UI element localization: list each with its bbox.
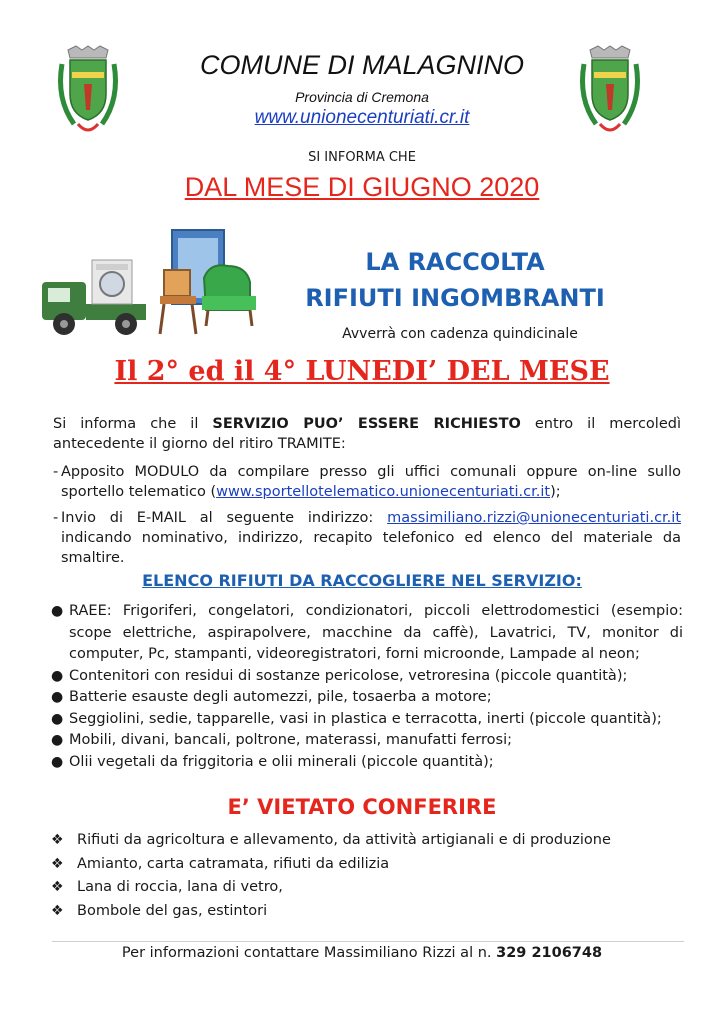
request-method-text [61, 462, 681, 502]
list-item-text: Mobili, divani, bancali, poltrone, materassi, manufatti ferrosi; [69, 732, 512, 748]
dash-bullet: - [53, 464, 59, 480]
list-item [51, 709, 683, 731]
list-item-text: Seggiolini, sedie, tapparelle, vasi in plastica e terracotta, inerti (piccole quantità); [69, 710, 662, 727]
sportello-link[interactable]: www.sportellotelematico.unionecenturiati.cr.it [216, 484, 551, 500]
list-item [51, 900, 691, 924]
list-item-text: Rifiuti da agricoltura e allevamento, da attività artigianali e di produzione [77, 832, 611, 848]
list-item-text: Lana di roccia, lana di vetro, [77, 879, 283, 895]
footer-divider [52, 941, 684, 942]
list-item [51, 730, 683, 752]
list-item-text: Contenitori con residui di sostanze pericolose, vetroresina (piccole quantità); [69, 667, 628, 684]
email-link[interactable]: massimiliano.rizzi@unionecenturiati.cr.it [387, 510, 681, 526]
provincia-subtitle: Provincia di Cremona [295, 89, 429, 105]
dash-bullet: - [53, 510, 59, 526]
footer-text: Per informazioni contattare Massimiliano Rizzi al n. [121, 945, 497, 961]
accepted-waste-list [51, 601, 683, 773]
list-item [51, 752, 683, 774]
diamond-bullet-icon: ❖ [51, 832, 64, 848]
intro-paragraph [53, 414, 681, 454]
website-link[interactable]: www.unionecenturiati.cr.it [254, 107, 470, 128]
headline-line1: LA RACCOLTA [365, 248, 545, 276]
comune-title: COMUNE DI MALAGNINO [199, 50, 525, 80]
bullet-icon: ● [51, 732, 64, 748]
intro-text-before: Si informa che il [53, 416, 213, 432]
headline-line2: RIFIUTI INGOMBRANTI [305, 284, 605, 312]
bullet-icon: ● [51, 667, 64, 684]
bullet-icon: ● [51, 689, 64, 705]
list-item-text: Amianto, carta catramata, rifiuti da edilizia [77, 855, 390, 872]
si-informa-text: SI INFORMA CHE [308, 150, 416, 165]
list-item [51, 666, 683, 688]
phone-number: 329 2106748 [496, 945, 603, 961]
list-item-text: Bombole del gas, estintori [77, 902, 268, 919]
list-item [51, 601, 683, 666]
list-item-text: Olii vegetali da friggitoria e olii minerali (piccole quantità); [69, 753, 494, 770]
request-method-text [61, 508, 681, 568]
email-text-end: indicando nominativo, indirizzo, recapito telefonico ed elenco del materiale da smaltire. [61, 530, 681, 566]
bullet-icon: ● [51, 753, 64, 770]
module-text-end: ); [550, 484, 561, 500]
forbidden-waste-list [51, 829, 691, 923]
email-text: Invio di E-MAIL al seguente indirizzo: [61, 510, 388, 526]
bullet-icon: ● [51, 603, 64, 619]
accepted-waste-heading: ELENCO RIFIUTI DA RACCOGLIERE NEL SERVIZIO: [142, 571, 582, 590]
intro-text-after: entro il mercoledì antecedente il giorno del ritiro TRAMITE: [53, 416, 681, 452]
list-item-text: Batterie esauste degli automezzi, pile, tosaerba a motore; [69, 689, 492, 705]
diamond-bullet-icon: ❖ [51, 879, 64, 895]
frequency-text: Avverrà con cadenza quindicinale [342, 326, 578, 342]
list-item [51, 829, 691, 853]
diamond-bullet-icon: ❖ [51, 855, 64, 872]
request-method-email [53, 508, 681, 568]
illustration [42, 226, 254, 344]
list-item-text: RAEE: Frigoriferi, congelatori, condizionatori, piccoli elettrodomestici (esempio: scope elettriche, aspirapolvere, macchine da caffè), Lavatrici, TV, monitor di computer, Pc, stampanti, videoregistratori, forni microonde, Lampade al neon; [69, 603, 683, 662]
forbidden-waste-heading: E’ VIETATO CONFERIRE [227, 795, 497, 819]
collection-days-heading: Il 2° ed il 4° LUNEDI’ DEL MESE [114, 356, 610, 387]
footer-contact [0, 945, 724, 961]
list-item [51, 876, 691, 900]
start-date-heading: DAL MESE DI GIUGNO 2020 [184, 172, 540, 202]
request-method-module [53, 462, 681, 502]
diamond-bullet-icon: ❖ [51, 902, 64, 919]
intro-bold-text: SERVIZIO PUO’ ESSERE RICHIESTO [212, 416, 521, 432]
bullet-icon: ● [51, 710, 64, 727]
list-item [51, 853, 691, 877]
list-item [51, 687, 683, 709]
furniture-icon [146, 226, 266, 344]
module-text: Apposito MODULO da compilare presso gli uffici comunali oppure on-line sullo sportello telematico ( [61, 464, 681, 500]
